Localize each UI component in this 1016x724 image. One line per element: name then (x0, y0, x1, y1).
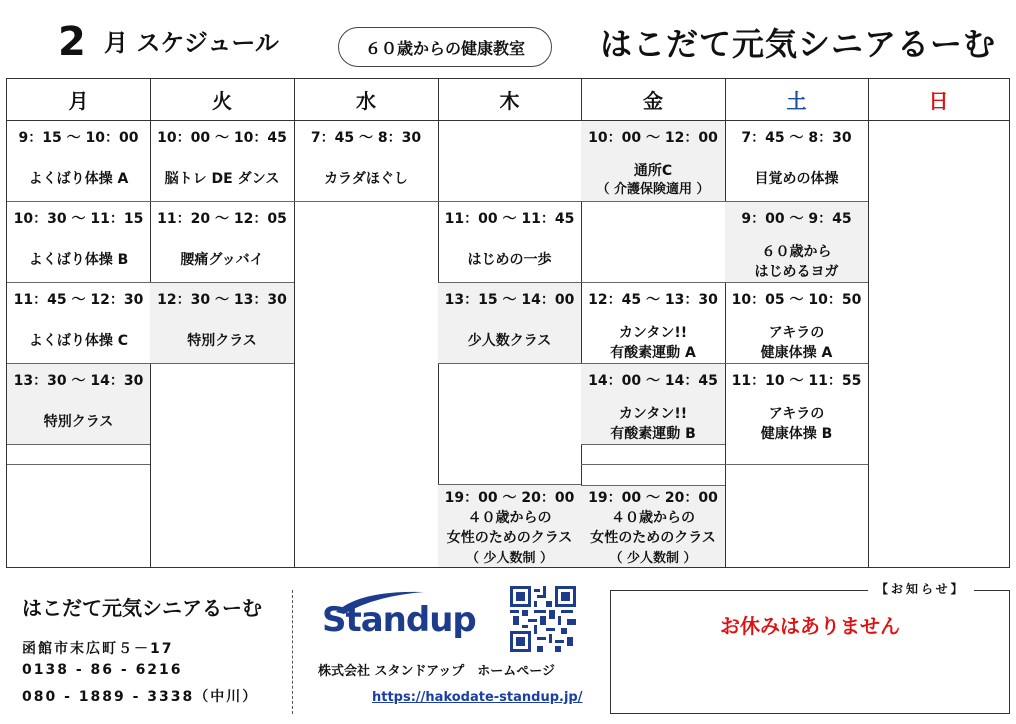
class-name-line: カンタン!! (618, 325, 688, 341)
schedule-cell (7, 283, 150, 364)
column-divider (868, 79, 869, 567)
footer-facility-name: はこだて元気シニアるーむ (22, 596, 262, 620)
day-header-tue: 火 (150, 79, 294, 121)
schedule-cell-empty (581, 445, 725, 465)
class-note: （ 介護保険適用 ） (596, 182, 710, 197)
class-time: 9：00 ～ 9：45 (741, 211, 852, 227)
notice-title: 【お知らせ】 (868, 580, 974, 597)
class-time: 11：45 ～ 12：30 (13, 292, 144, 308)
class-time: 10：00 ～ 12：00 (588, 130, 718, 146)
class-time: 7：45 ～ 8：30 (310, 130, 422, 146)
class-note: （ 少人数制 ） (609, 551, 697, 566)
schedule-cell (581, 364, 725, 445)
schedule-cell (7, 121, 150, 202)
class-name: よくばり体操 A (28, 171, 129, 187)
class-name-line: 通所C (633, 163, 673, 179)
class-name-line: カンタン!! (618, 406, 688, 422)
class-name-line: アキラの (768, 406, 825, 422)
class-time: 11：20 ～ 12：05 (157, 211, 287, 227)
schedule-cell-empty (438, 364, 581, 485)
schedule-cell (7, 202, 150, 283)
class-name-line: 女性のためのクラス (446, 530, 573, 546)
month-number: 2 (58, 19, 86, 65)
schedule-cell (150, 121, 294, 202)
homepage-link[interactable]: https://hakodate-standup.jp/ (372, 690, 583, 705)
class-time: 13：30 ～ 14：30 (13, 373, 144, 389)
class-pill: ６０歳からの健康教室 (338, 27, 552, 67)
footer-mobile: 080 - 1889 - 3338（中川） (22, 689, 259, 705)
facility-title: はこだて元気シニアるーむ (600, 25, 997, 63)
class-time: 12：45 ～ 13：30 (588, 292, 718, 308)
schedule-cell (150, 202, 294, 283)
day-header-thu: 木 (438, 79, 581, 121)
class-name: 脳トレ DE ダンス (164, 171, 280, 187)
schedule-cell (725, 283, 868, 364)
schedule-cell (581, 121, 725, 202)
class-name: よくばり体操 B (28, 252, 129, 268)
schedule-grid (6, 78, 1010, 568)
class-name-line: 健康体操 A (760, 345, 833, 361)
class-time: 9：15 ～ 10：00 (18, 130, 139, 146)
schedule-cell (438, 485, 581, 567)
company-name: 株式会社 スタンドアップ ホームページ (318, 664, 555, 679)
day-header-mon: 月 (7, 79, 150, 121)
schedule-cell (7, 364, 150, 445)
class-name-line: アキラの (768, 325, 825, 341)
schedule-cell (294, 121, 438, 202)
class-name: 腰痛グッバイ (180, 252, 264, 268)
class-time: 10：00 ～ 10：45 (157, 130, 287, 146)
day-header-sat: 土 (725, 79, 868, 121)
schedule-title: 月 スケジュール (104, 29, 279, 57)
schedule-cell (725, 364, 868, 465)
class-time: 12：30 ～ 13：30 (157, 292, 287, 308)
schedule-cell (725, 121, 868, 202)
class-name: 少人数クラス (467, 333, 552, 349)
day-header-wed: 水 (294, 79, 438, 121)
schedule-cell (150, 283, 294, 364)
notice-body: お休みはありません (720, 614, 900, 638)
class-name: 特別クラス (187, 333, 257, 349)
schedule-cell (438, 283, 581, 364)
row-divider (7, 464, 150, 465)
class-name-line: はじめるヨガ (754, 264, 839, 280)
class-time: 19：00 ～ 20：00 (444, 490, 575, 506)
footer-divider (292, 590, 293, 714)
class-time: 13：15 ～ 14：00 (444, 292, 575, 308)
class-time: 10：05 ～ 10：50 (731, 292, 862, 308)
class-name-line: ４０歳からの (611, 510, 695, 526)
notice-box (610, 590, 1010, 714)
class-note: （ 少人数制 ） (465, 551, 554, 566)
class-name: 目覚めの体操 (754, 171, 839, 187)
schedule-cell-empty (581, 202, 725, 283)
class-time: 11：00 ～ 11：45 (444, 211, 575, 227)
footer-address: 函館市末広町５－17 (22, 641, 174, 657)
day-header-sun: 日 (868, 79, 1009, 121)
schedule-cell (581, 485, 725, 567)
day-header-fri: 金 (581, 79, 725, 121)
schedule-cell (438, 202, 581, 283)
schedule-cell (581, 283, 725, 364)
qr-code-icon[interactable] (510, 586, 576, 652)
class-time: 7：45 ～ 8：30 (741, 130, 852, 146)
class-name-line: 有酸素運動 A (610, 345, 696, 361)
class-name-line: ４０歳からの (467, 510, 552, 526)
class-time: 14：00 ～ 14：45 (588, 373, 718, 389)
class-name-line: 健康体操 B (760, 426, 833, 442)
class-name: 特別クラス (43, 414, 114, 430)
row-divider (581, 485, 725, 486)
class-time: 10：30 ～ 11：15 (13, 211, 144, 227)
class-name-line: 有酸素運動 B (610, 426, 696, 442)
class-name: カラダほぐし (324, 171, 408, 187)
class-name-line: ６０歳から (761, 244, 832, 260)
footer-phone: 0138 - 86 - 6216 (22, 662, 183, 678)
class-time: 11：10 ～ 11：55 (731, 373, 862, 389)
schedule-cell (725, 202, 868, 283)
company-logo: Standup (322, 600, 476, 640)
schedule-cell-empty (438, 121, 581, 202)
class-name-line: 女性のためのクラス (590, 530, 716, 546)
class-time: 19：00 ～ 20：00 (588, 490, 718, 506)
class-name: はじめの一歩 (467, 252, 552, 268)
class-name: よくばり体操 C (28, 333, 129, 349)
